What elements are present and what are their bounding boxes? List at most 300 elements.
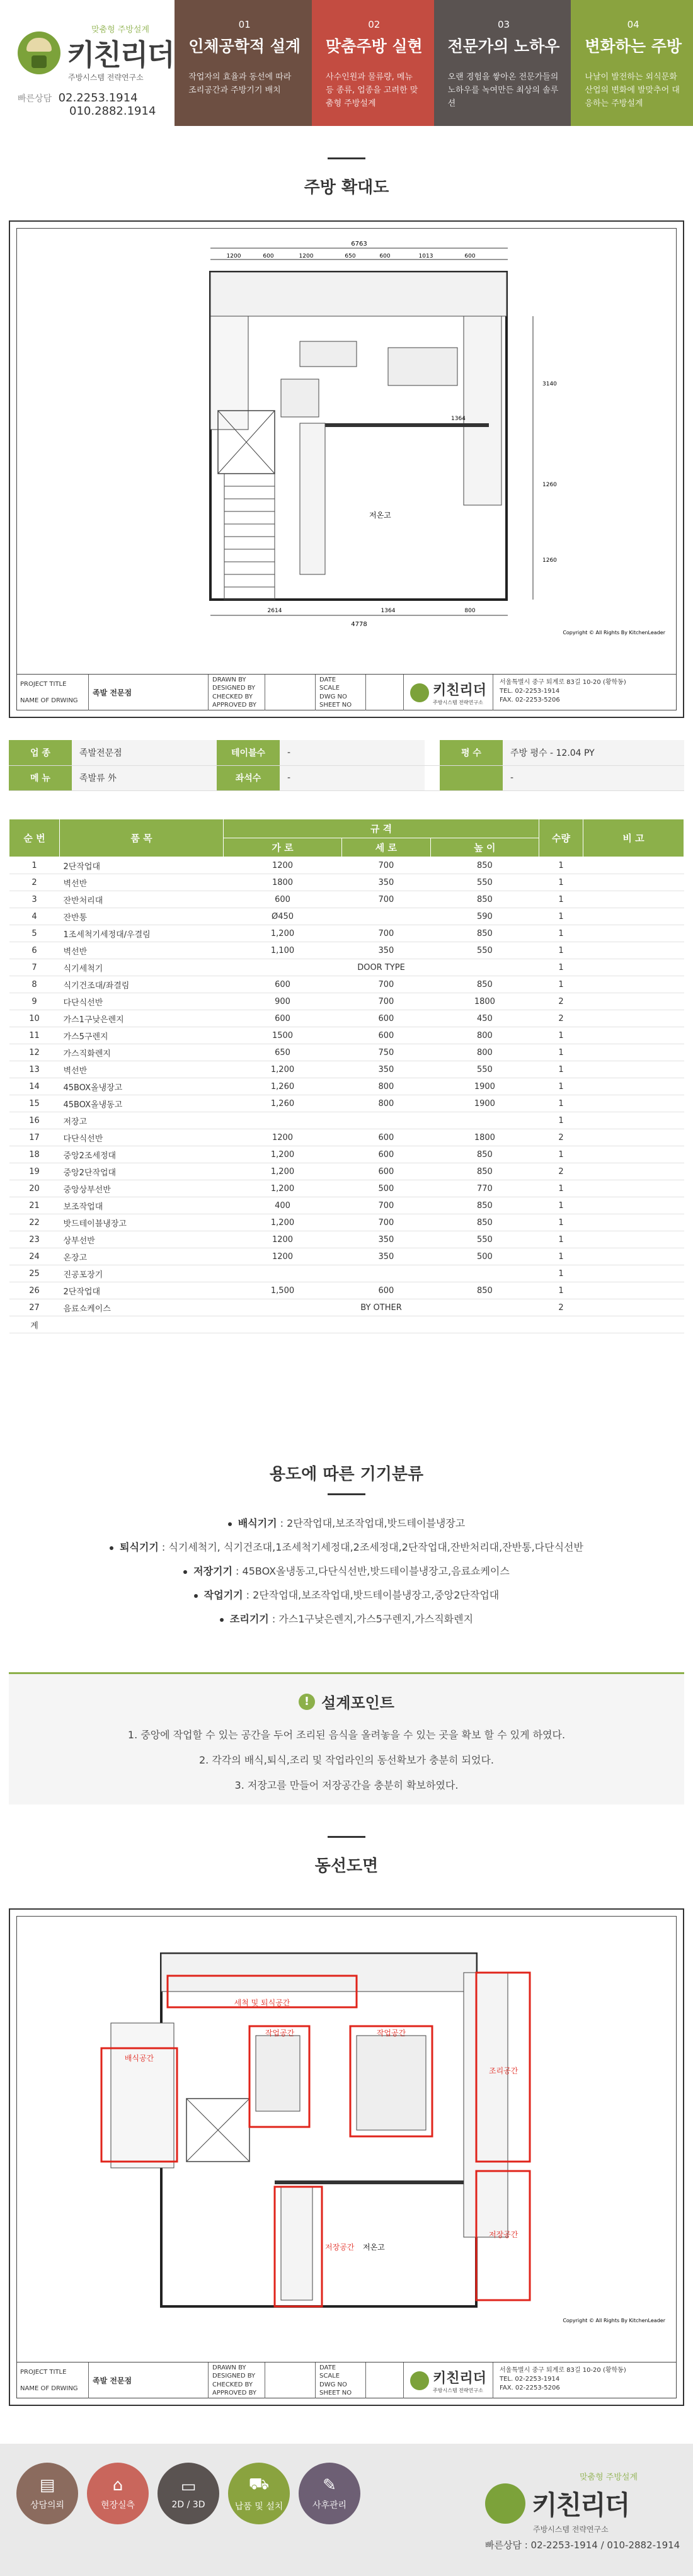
cell-note: [583, 1282, 684, 1299]
cell-depth: 600: [342, 1129, 431, 1146]
cell-name: 잔반통: [60, 908, 224, 925]
th-depth: 세 로: [342, 838, 431, 857]
th-no: 순 번: [9, 819, 60, 857]
cell-no: 24: [9, 1248, 60, 1265]
cell-height: [430, 1265, 539, 1282]
cell-qty: 2: [539, 1129, 583, 1146]
cell-no: 9: [9, 993, 60, 1010]
cell-height: 550: [430, 1231, 539, 1248]
cell-width: 1,100: [224, 942, 342, 959]
dim-right-3: 1260: [542, 557, 557, 564]
consult-button[interactable]: ▤ 상담의뢰: [16, 2463, 78, 2524]
zone-storage-2-label: 저장공간: [489, 2230, 518, 2239]
dim-top-4: 650: [345, 253, 356, 259]
logo-mark-icon: [18, 31, 60, 74]
title-bar: [328, 1836, 365, 1838]
dim-top-2: 600: [263, 253, 274, 259]
cell-depth: 700: [342, 891, 431, 908]
cell-name: 가스1구낮은렌지: [60, 1010, 224, 1027]
zone-cook-label: 조리공간: [489, 2066, 518, 2075]
table-row: [9, 1010, 684, 1027]
cell-depth: 800: [342, 1095, 431, 1112]
cell-no: 8: [9, 976, 60, 993]
flow-partition: [275, 2180, 464, 2184]
title-block: [16, 674, 677, 710]
cell-qty: 1: [539, 874, 583, 891]
cell-no: 16: [9, 1112, 60, 1129]
cell-qty: 1: [539, 1231, 583, 1248]
tb-labels: PROJECT TITLE NAME OF DRWING: [16, 2362, 89, 2398]
cell-note: [583, 1214, 684, 1231]
brand: [0, 0, 175, 126]
cell-note: [583, 1316, 684, 1333]
th-width: 가 로: [224, 838, 342, 857]
th-height: 높 이: [430, 838, 539, 857]
house-icon: ⌂: [112, 2476, 123, 2495]
flow-top-counter: [161, 1954, 476, 1992]
cell-width: 1,200: [224, 1146, 342, 1163]
cell-depth: 350: [342, 1248, 431, 1265]
cell-note: [583, 1265, 684, 1282]
tb-blank: [265, 675, 316, 710]
tb-people: DRAWN BY DESIGNED BY CHECKED BY APPROVED BY: [209, 675, 265, 710]
tb-logo: 키친리더 주방시스템 전략연구소: [404, 2362, 493, 2398]
cell-qty: 1: [539, 925, 583, 942]
table-row: [9, 857, 684, 874]
cell-depth: 700: [342, 993, 431, 1010]
cell-qty: 1: [539, 942, 583, 959]
cell-depth: 750: [342, 1044, 431, 1061]
cell-note: [583, 891, 684, 908]
cell-no: 13: [9, 1061, 60, 1078]
cell-qty: 1: [539, 1044, 583, 1061]
tb-address: 서울특별시 중구 퇴계로 83길 10-20 (황학동) TEL. 02-2253-1914 FAX. 02-2253-5206: [500, 2367, 626, 2391]
th-qty: 수량: [539, 819, 583, 857]
cell-qty: 1: [539, 1146, 583, 1163]
tb-project-title: PROJECT TITLE: [20, 680, 67, 688]
table-row: [9, 1027, 684, 1044]
cell-width: 1,200: [224, 1061, 342, 1078]
pillar-title: 맞춤주방 실현: [326, 37, 423, 55]
wrench-icon: ✎: [323, 2476, 336, 2495]
cell-qty: 1: [539, 1061, 583, 1078]
cell-depth: [342, 1112, 431, 1129]
table-row: [9, 891, 684, 908]
cell-name: 45BOX올냉장고: [60, 1078, 224, 1095]
table-row: [9, 1197, 684, 1214]
tb-meta: DATE SCALE DWG NO SHEET NO: [316, 675, 366, 710]
table-row: [9, 1180, 684, 1197]
info-row-2: [9, 765, 684, 790]
cell-note: [583, 1010, 684, 1027]
cell-no: 2: [9, 874, 60, 891]
table-row: [9, 1078, 684, 1095]
dim-bottom-1: 2614: [267, 608, 282, 614]
table-row: [9, 1163, 684, 1180]
cell-depth: 600: [342, 1146, 431, 1163]
cell-width: 1200: [224, 1231, 342, 1248]
info-label-seats: 좌석수: [217, 765, 280, 790]
monitor-icon: ▭: [180, 2477, 197, 2496]
design-points: [9, 1672, 684, 1804]
cell-width: 1,500: [224, 1282, 342, 1299]
pillar-title: 인체공학적 설계: [188, 37, 301, 55]
cell-depth: 700: [342, 1197, 431, 1214]
classify-row-cook: 조리기기 : 가스1구낮은렌지,가스5구렌지,가스직화렌지: [0, 1607, 693, 1631]
cell-name: 밧드테이블냉장고: [60, 1214, 224, 1231]
tb-people: DRAWN BY DESIGNED BY CHECKED BY APPROVED BY: [209, 2362, 265, 2398]
cell-note: [583, 1180, 684, 1197]
phone-2[interactable]: 010.2882.1914: [69, 105, 156, 118]
cell-name: 다단식선반: [60, 993, 224, 1010]
cell-height: 550: [430, 874, 539, 891]
pillar-no: 01: [238, 19, 251, 30]
cell-name: 2단작업대: [60, 857, 224, 874]
cell-size-span: BY OTHER: [224, 1299, 539, 1316]
cell-note: [583, 1027, 684, 1044]
cell-width: 600: [224, 1010, 342, 1027]
cell-width: [224, 1316, 342, 1333]
cell-name: 가스5구렌지: [60, 1027, 224, 1044]
pillar-no: 03: [497, 19, 510, 30]
total-width-label: 6763: [351, 241, 367, 248]
cell-name: 상부선반: [60, 1231, 224, 1248]
info-value-empty: -: [503, 765, 684, 790]
cell-height: 850: [430, 1197, 539, 1214]
cell-width: 1,260: [224, 1095, 342, 1112]
left-counter: [210, 316, 248, 430]
cell-qty: 1: [539, 1214, 583, 1231]
cell-width: 1,200: [224, 1180, 342, 1197]
tb-blank-2: [366, 2362, 404, 2398]
cell-no: 21: [9, 1197, 60, 1214]
cell-note: [583, 874, 684, 891]
pillar-desc: 작업자의 효율과 동선에 따라 조리공간과 주방기기 배치: [188, 72, 292, 95]
table-row: [9, 908, 684, 925]
survey-button[interactable]: ⌂ 현장실측: [87, 2463, 149, 2524]
cell-height: 1800: [430, 1129, 539, 1146]
design-button[interactable]: ▭ 2D / 3D: [158, 2463, 219, 2524]
tb-project-value: 족발 전문점: [89, 675, 209, 710]
cell-note: [583, 976, 684, 993]
cell-name: 식기세척기: [60, 959, 224, 976]
kitchen-plan-drawing: [9, 220, 684, 718]
cell-depth: 700: [342, 976, 431, 993]
copyright: Copyright © All Rights By KitchenLeader: [563, 2318, 665, 2323]
cell-note: [583, 1299, 684, 1316]
dim-top-7: 600: [464, 253, 476, 259]
storage-shelf: [300, 423, 325, 574]
pillar-no: 02: [368, 19, 381, 30]
clipboard-icon: ▤: [39, 2476, 55, 2495]
cell-width: 1,200: [224, 1214, 342, 1231]
cell-height: 850: [430, 1214, 539, 1231]
zone-storage-1-label: 저장공간: [325, 2243, 355, 2252]
pillar-1: [175, 0, 312, 126]
classify-title: 용도에 따른 기기분류: [269, 1465, 424, 1484]
cell-width: Ø450: [224, 908, 342, 925]
process-icons: [16, 2463, 360, 2524]
tb-project-value: 족발 전문점: [89, 2362, 209, 2398]
flow-title: 동선도면: [314, 1857, 379, 1876]
point-3: 3. 저장고를 만들어 저장공간을 충분히 확보하였다.: [234, 1779, 459, 1791]
cell-qty: 1: [539, 1112, 583, 1129]
zone-work-2-label: 작업공간: [376, 2029, 406, 2037]
table-row: [9, 976, 684, 993]
flow-storage-shelf: [281, 2187, 312, 2300]
flow-work-1-unit: [256, 2036, 300, 2111]
pillar-title: 변화하는 주방: [585, 37, 682, 55]
cell-height: 850: [430, 1146, 539, 1163]
table-row: [9, 874, 684, 891]
logo-text: 키친리더: [67, 38, 174, 72]
cell-depth: 350: [342, 874, 431, 891]
cell-depth: [342, 1265, 431, 1282]
info-value-type: 족발전문점: [72, 740, 217, 765]
flow-title-block: [16, 2362, 677, 2398]
header: [0, 0, 693, 126]
zone-wash-label: 세척 및 퇴식공간: [234, 1998, 290, 2007]
top-counter: [210, 272, 507, 316]
cell-no: 10: [9, 1010, 60, 1027]
tb-address: 서울특별시 중구 퇴계로 83길 10-20 (황학동) TEL. 02-2253-1914 FAX. 02-2253-5206: [500, 679, 626, 704]
tb-labels: [16, 675, 89, 710]
center-table: [388, 348, 457, 385]
cell-note: [583, 959, 684, 976]
logo: [18, 31, 175, 74]
cell-height: 500: [430, 1248, 539, 1265]
cell-note: [583, 1129, 684, 1146]
cell-name: 벽선반: [60, 942, 224, 959]
cell-qty: 2: [539, 1299, 583, 1316]
footer-logo-text: 키친리더: [532, 2490, 629, 2521]
point-1: 1. 중앙에 작업할 수 있는 공간을 두어 조리된 음식을 올려놓을 수 있는 곳을 확보 할 수 있게 하였다.: [127, 1729, 566, 1741]
cell-no: 1: [9, 857, 60, 874]
dim-right-2: 1260: [542, 482, 557, 488]
cell-name: 진공포장기: [60, 1265, 224, 1282]
cell-qty: 1: [539, 1282, 583, 1299]
th-size: 규 격: [224, 819, 539, 838]
info-label-type: 업 종: [9, 740, 72, 765]
cell-name: [60, 1316, 224, 1333]
plan-svg: [10, 222, 685, 663]
table-row: [9, 942, 684, 959]
cell-width: 1,200: [224, 1163, 342, 1180]
cell-height: 850: [430, 891, 539, 908]
cell-width: [224, 1265, 342, 1282]
footer: [0, 2444, 693, 2576]
cell-height: 550: [430, 942, 539, 959]
exclamation-icon: !: [299, 1694, 315, 1710]
pillar-desc: 나날이 발전하는 외식문화 산업의 변화에 발맞추어 대응하는 주방설계: [585, 72, 680, 108]
cell-name: 벽선반: [60, 1061, 224, 1078]
bottom-total-label: 4778: [351, 621, 367, 628]
info-label-area: 평 수: [440, 740, 503, 765]
cell-note: [583, 857, 684, 874]
cell-no: 22: [9, 1214, 60, 1231]
cell-name: 잔반처리대: [60, 891, 224, 908]
cell-width: 600: [224, 976, 342, 993]
cell-name: 온장고: [60, 1248, 224, 1265]
cell-name: 보조작업대: [60, 1197, 224, 1214]
table-row: [9, 993, 684, 1010]
cell-qty: [539, 1316, 583, 1333]
cell-height: 450: [430, 1010, 539, 1027]
pillar-desc: 사수인원과 물류량, 메뉴 등 종류, 업종을 고려한 맞춤형 주방설계: [326, 72, 418, 108]
table-row: [9, 1095, 684, 1112]
cell-no: 17: [9, 1129, 60, 1146]
pillar-4: [571, 0, 693, 126]
pillar-3: [434, 0, 571, 126]
cell-no: 19: [9, 1163, 60, 1180]
cell-qty: 2: [539, 1163, 583, 1180]
table-row: [9, 1248, 684, 1265]
cell-width: 1200: [224, 857, 342, 874]
expand-title: 주방 확대도: [304, 178, 389, 197]
truck-icon: ⛟: [248, 2475, 270, 2493]
cell-width: 900: [224, 993, 342, 1010]
cell-height: 850: [430, 976, 539, 993]
zone-work-1-label: 작업공간: [265, 2029, 295, 2037]
spec-table: [9, 819, 684, 1333]
flow-left-counter: [111, 2023, 174, 2168]
cell-width: 650: [224, 1044, 342, 1061]
cell-qty: 1: [539, 1180, 583, 1197]
cell-no: 5: [9, 925, 60, 942]
dim-top-5: 600: [379, 253, 391, 259]
info-label-menu: 메 뉴: [9, 765, 72, 790]
cell-width: 1,260: [224, 1078, 342, 1095]
cell-note: [583, 1197, 684, 1214]
spec-body: [9, 857, 684, 1333]
title-bar: [328, 157, 365, 159]
cell-width: 1200: [224, 1129, 342, 1146]
header-contact: [18, 91, 175, 118]
aftercare-button[interactable]: ✎ 사후관리: [299, 2463, 360, 2524]
info-label-tables: 테이블수: [217, 740, 280, 765]
info-value-tables: -: [280, 740, 425, 765]
classify-row-return: 퇴식기기 : 식기세척기, 식기건조대,1조세척기세정대,2조세정대,2단작업대,잔반처리대,잔반통,다단식선반: [0, 1536, 693, 1559]
th-item: 품 목: [60, 819, 224, 857]
cell-size-span: DOOR TYPE: [224, 959, 539, 976]
cell-no: 3: [9, 891, 60, 908]
cell-no: 4: [9, 908, 60, 925]
cell-qty: 2: [539, 1010, 583, 1027]
flow-right-counter: [464, 1973, 508, 2237]
pillar-2: [312, 0, 434, 126]
cell-width: [224, 1112, 342, 1129]
phone-1[interactable]: 02.2253.1914: [58, 91, 138, 105]
dim-top-6: 1013: [418, 253, 433, 259]
cell-no: 7: [9, 959, 60, 976]
tb-logo-mark-icon: [410, 683, 429, 702]
flow-svg: [10, 1910, 685, 2351]
cell-no: 6: [9, 942, 60, 959]
cell-no: 18: [9, 1146, 60, 1163]
install-button[interactable]: ⛟ 납품 및 설치: [228, 2463, 290, 2524]
th-note: 비 고: [583, 819, 684, 857]
table-row: [9, 1265, 684, 1282]
cell-height: 800: [430, 1044, 539, 1061]
cell-depth: 700: [342, 1214, 431, 1231]
cell-name: 2단작업대: [60, 1282, 224, 1299]
info-value-seats: -: [280, 765, 425, 790]
cell-depth: 700: [342, 925, 431, 942]
cell-height: 550: [430, 1061, 539, 1078]
footer-logo-mark-icon: [485, 2483, 525, 2524]
cell-qty: 1: [539, 908, 583, 925]
cell-no: 25: [9, 1265, 60, 1282]
cell-depth: 350: [342, 1231, 431, 1248]
pillars: [175, 0, 693, 126]
cell-width: 1500: [224, 1027, 342, 1044]
pillar-desc: 오랜 경험을 쌓아온 전문가들의 노하우를 녹여만든 최상의 솔루션: [447, 72, 559, 108]
cell-qty: 1: [539, 1078, 583, 1095]
cell-qty: 1: [539, 959, 583, 976]
dim-mid: 1364: [451, 416, 466, 422]
dim-bottom-3: 800: [464, 608, 476, 614]
cell-width: 1,200: [224, 925, 342, 942]
cell-name: 1조세척기세정대/우결림: [60, 925, 224, 942]
cell-no: 27: [9, 1299, 60, 1316]
tb-blank: [265, 2362, 316, 2398]
footer-contact[interactable]: 빠른상담 : 02-2253-1914 / 010-2882-1914: [485, 2539, 680, 2551]
table-row: [9, 959, 684, 976]
cell-no: 20: [9, 1180, 60, 1197]
title-bar: [328, 1493, 365, 1495]
flow-plan-drawing: [9, 1908, 684, 2406]
cell-name: 저장고: [60, 1112, 224, 1129]
cell-depth: 800: [342, 1078, 431, 1095]
tb-blank-2: [366, 675, 404, 710]
range-unit: [281, 379, 319, 417]
cell-note: [583, 908, 684, 925]
cell-note: [583, 1095, 684, 1112]
cell-depth: 600: [342, 1027, 431, 1044]
cell-width: 600: [224, 891, 342, 908]
points-title: 설계포인트: [321, 1694, 394, 1712]
table-row: [9, 1316, 684, 1333]
table-row: [9, 1129, 684, 1146]
cell-note: [583, 993, 684, 1010]
cell-width: 1800: [224, 874, 342, 891]
contact-label: 빠른상담: [18, 94, 52, 104]
cell-qty: 1: [539, 891, 583, 908]
cell-depth: 600: [342, 1282, 431, 1299]
table-row: [9, 1299, 684, 1316]
cell-height: 800: [430, 1027, 539, 1044]
tb-logo: 키친리더 주방시스템 전략연구소: [404, 675, 493, 710]
cell-depth: 350: [342, 942, 431, 959]
cell-note: [583, 1231, 684, 1248]
point-2: 2. 각각의 배식,퇴식,조리 및 작업라인의 동선확보가 충분히 되었다.: [199, 1754, 494, 1766]
table-row: [9, 1146, 684, 1163]
copyright: Copyright © All Rights By KitchenLeader: [563, 630, 665, 635]
cell-no: 15: [9, 1095, 60, 1112]
cell-name: 음료쇼케이스: [60, 1299, 224, 1316]
cell-height: 850: [430, 925, 539, 942]
cell-qty: 1: [539, 1095, 583, 1112]
cell-height: 850: [430, 1163, 539, 1180]
cell-no: 23: [9, 1231, 60, 1248]
cell-note: [583, 942, 684, 959]
table-row: [9, 1112, 684, 1129]
footer-tagline: 맞춤형 주방설계: [580, 2473, 638, 2482]
storage-label: 저온고: [369, 511, 391, 520]
dim-bottom-2: 1364: [381, 608, 396, 614]
cell-name: 가스직화렌지: [60, 1044, 224, 1061]
classify-row-work: 작업기기 : 2단작업대,보조작업대,밧드테이블냉장고,중앙2단작업대: [0, 1583, 693, 1607]
